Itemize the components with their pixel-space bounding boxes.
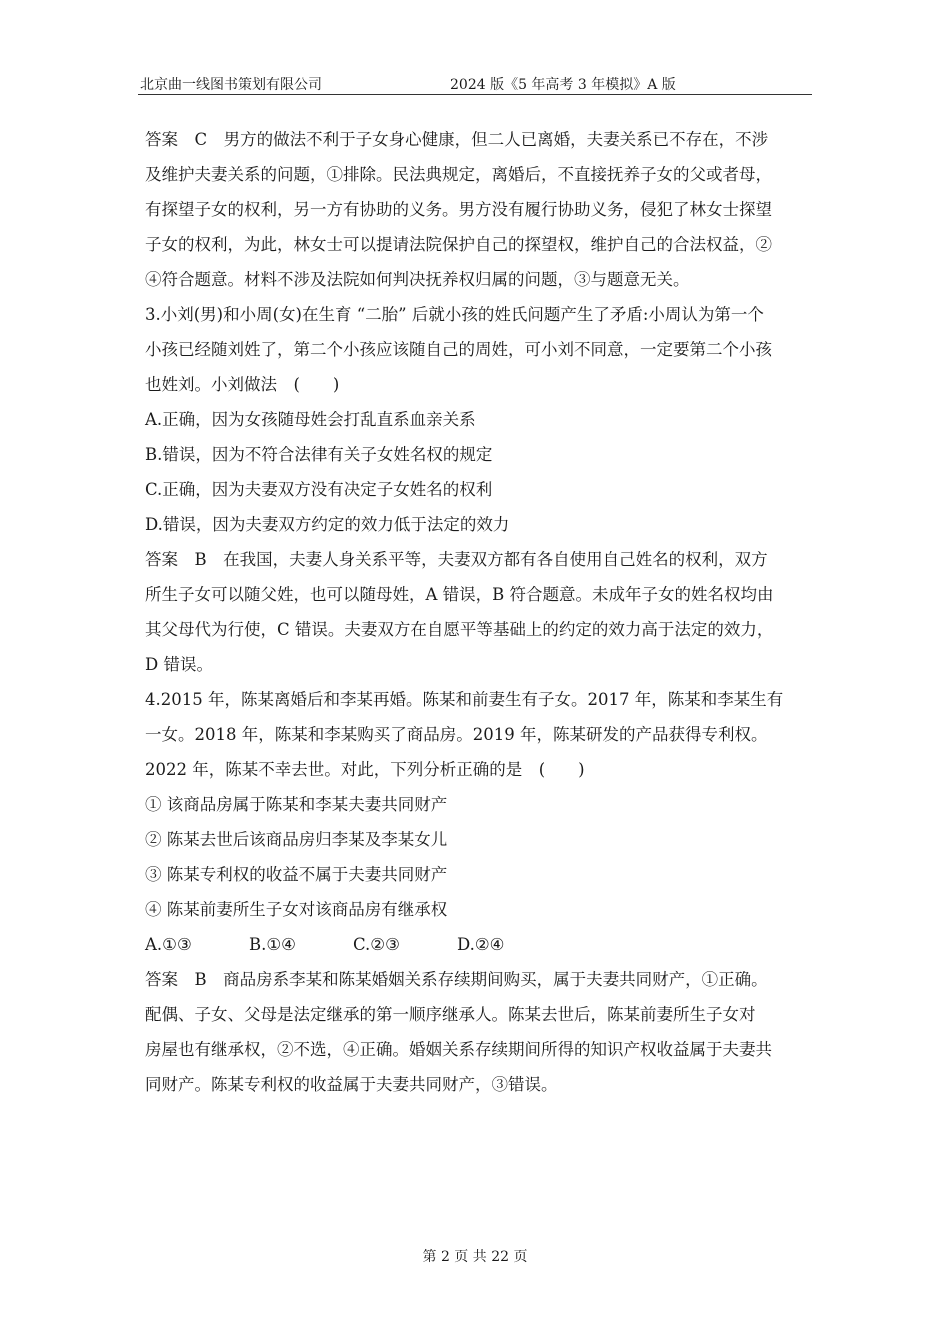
text-line: 一女。2018 年，陈某和李某购买了商品房。2019 年，陈某研发的产品获得专利权。 bbox=[145, 725, 768, 744]
text-line: 小孩已经随刘姓了，第二个小孩应该随自己的周姓，可小刘不同意，一定要第二个小孩 bbox=[145, 340, 772, 359]
statement-4: ④ 陈某前妻所生子女对该商品房有继承权 bbox=[145, 900, 448, 919]
page-number: 第 2 页 共 22 页 bbox=[422, 1249, 528, 1265]
option-d: D.错误，因为夫妻双方约定的效力低于法定的效力 bbox=[145, 515, 510, 534]
text-line: 房屋也有继承权，②不选，④正确。婚姻关系存续期间所得的知识产权收益属于夫妻共 bbox=[145, 1040, 772, 1059]
answer-options bbox=[145, 927, 805, 962]
text-line: 答案 B 在我国，夫妻人身关系平等，夫妻双方都有各自使用自己姓名的权利，双方 bbox=[145, 550, 768, 569]
text-line: 其父母代为行使，C 错误。夫妻双方在自愿平等基础上的约定的效力高于法定的效力， bbox=[145, 620, 774, 639]
option-b: B.错误，因为不符合法律有关子女姓名权的规定 bbox=[145, 445, 493, 464]
statement-2: ② 陈某去世后该商品房归李某及李某女儿 bbox=[145, 830, 448, 849]
text-line: 3.小刘(男)和小周(女)在生育 “二胎” 后就小孩的姓氏问题产生了矛盾:小周认为第一个 bbox=[145, 305, 764, 324]
question-4-answer bbox=[145, 962, 805, 1102]
book-title: 2024 版《5 年高考 3 年模拟》A 版 bbox=[450, 77, 676, 93]
text-line: 所生子女可以随父姓，也可以随母姓，A 错误，B 符合题意。未成年子女的姓名权均由 bbox=[145, 585, 774, 604]
text-line: 有探望子女的权利，另一方有协助的义务。男方没有履行协助义务，侵犯了林女士探望 bbox=[145, 200, 772, 219]
text-line: 2022 年，陈某不幸去世。对此，下列分析正确的是 ( ) bbox=[145, 760, 585, 779]
option-c: C.正确，因为夫妻双方没有决定子女姓名的权利 bbox=[145, 480, 493, 499]
text-line: 同财产。陈某专利权的收益属于夫妻共同财产，③错误。 bbox=[145, 1075, 558, 1094]
statement-3: ③ 陈某专利权的收益不属于夫妻共同财产 bbox=[145, 865, 448, 884]
option-a: A.正确，因为女孩随母姓会打乱直系血亲关系 bbox=[145, 410, 476, 429]
text-line: 4.2015 年，陈某离婚后和李某再婚。陈某和前妻生有子女。2017 年，陈某和李某生有 bbox=[145, 690, 784, 709]
text-line: D 错误。 bbox=[145, 655, 213, 674]
text-line: 也姓刘。小刘做法 ( ) bbox=[145, 375, 340, 394]
text-line: 答案 B 商品房系李某和陈某婚姻关系存续期间购买，属于夫妻共同财产，①正确。 bbox=[145, 970, 768, 989]
option-a: A.①③ bbox=[145, 935, 192, 954]
question-2-answer bbox=[145, 122, 805, 297]
document-body bbox=[145, 122, 805, 1102]
text-line: 子女的权利，为此，林女士可以提请法院保护自己的探望权，维护自己的合法权益，② bbox=[145, 235, 772, 254]
publisher-name: 北京曲一线图书策划有限公司 bbox=[140, 77, 322, 93]
question-3 bbox=[145, 297, 805, 542]
text-line: ④符合题意。材料不涉及法院如何判决抚养权归属的问题，③与题意无关。 bbox=[145, 270, 690, 289]
question-3-answer bbox=[145, 542, 805, 682]
option-c: C.②③ bbox=[353, 935, 400, 954]
option-b: B.①④ bbox=[249, 935, 296, 954]
text-line: 答案 C 男方的做法不利于子女身心健康，但二人已离婚，夫妻关系已不存在，不涉 bbox=[145, 130, 769, 149]
statement-1: ① 该商品房属于陈某和李某夫妻共同财产 bbox=[145, 795, 448, 814]
page-header bbox=[138, 72, 812, 95]
text-line: 配偶、子女、父母是法定继承的第一顺序继承人。陈某去世后，陈某前妻所生子女对 bbox=[145, 1005, 756, 1024]
question-4 bbox=[145, 682, 805, 962]
option-d: D.②④ bbox=[457, 935, 505, 954]
text-line: 及维护夫妻关系的问题，①排除。民法典规定，离婚后，不直接抚养子女的父或者母， bbox=[145, 165, 772, 184]
